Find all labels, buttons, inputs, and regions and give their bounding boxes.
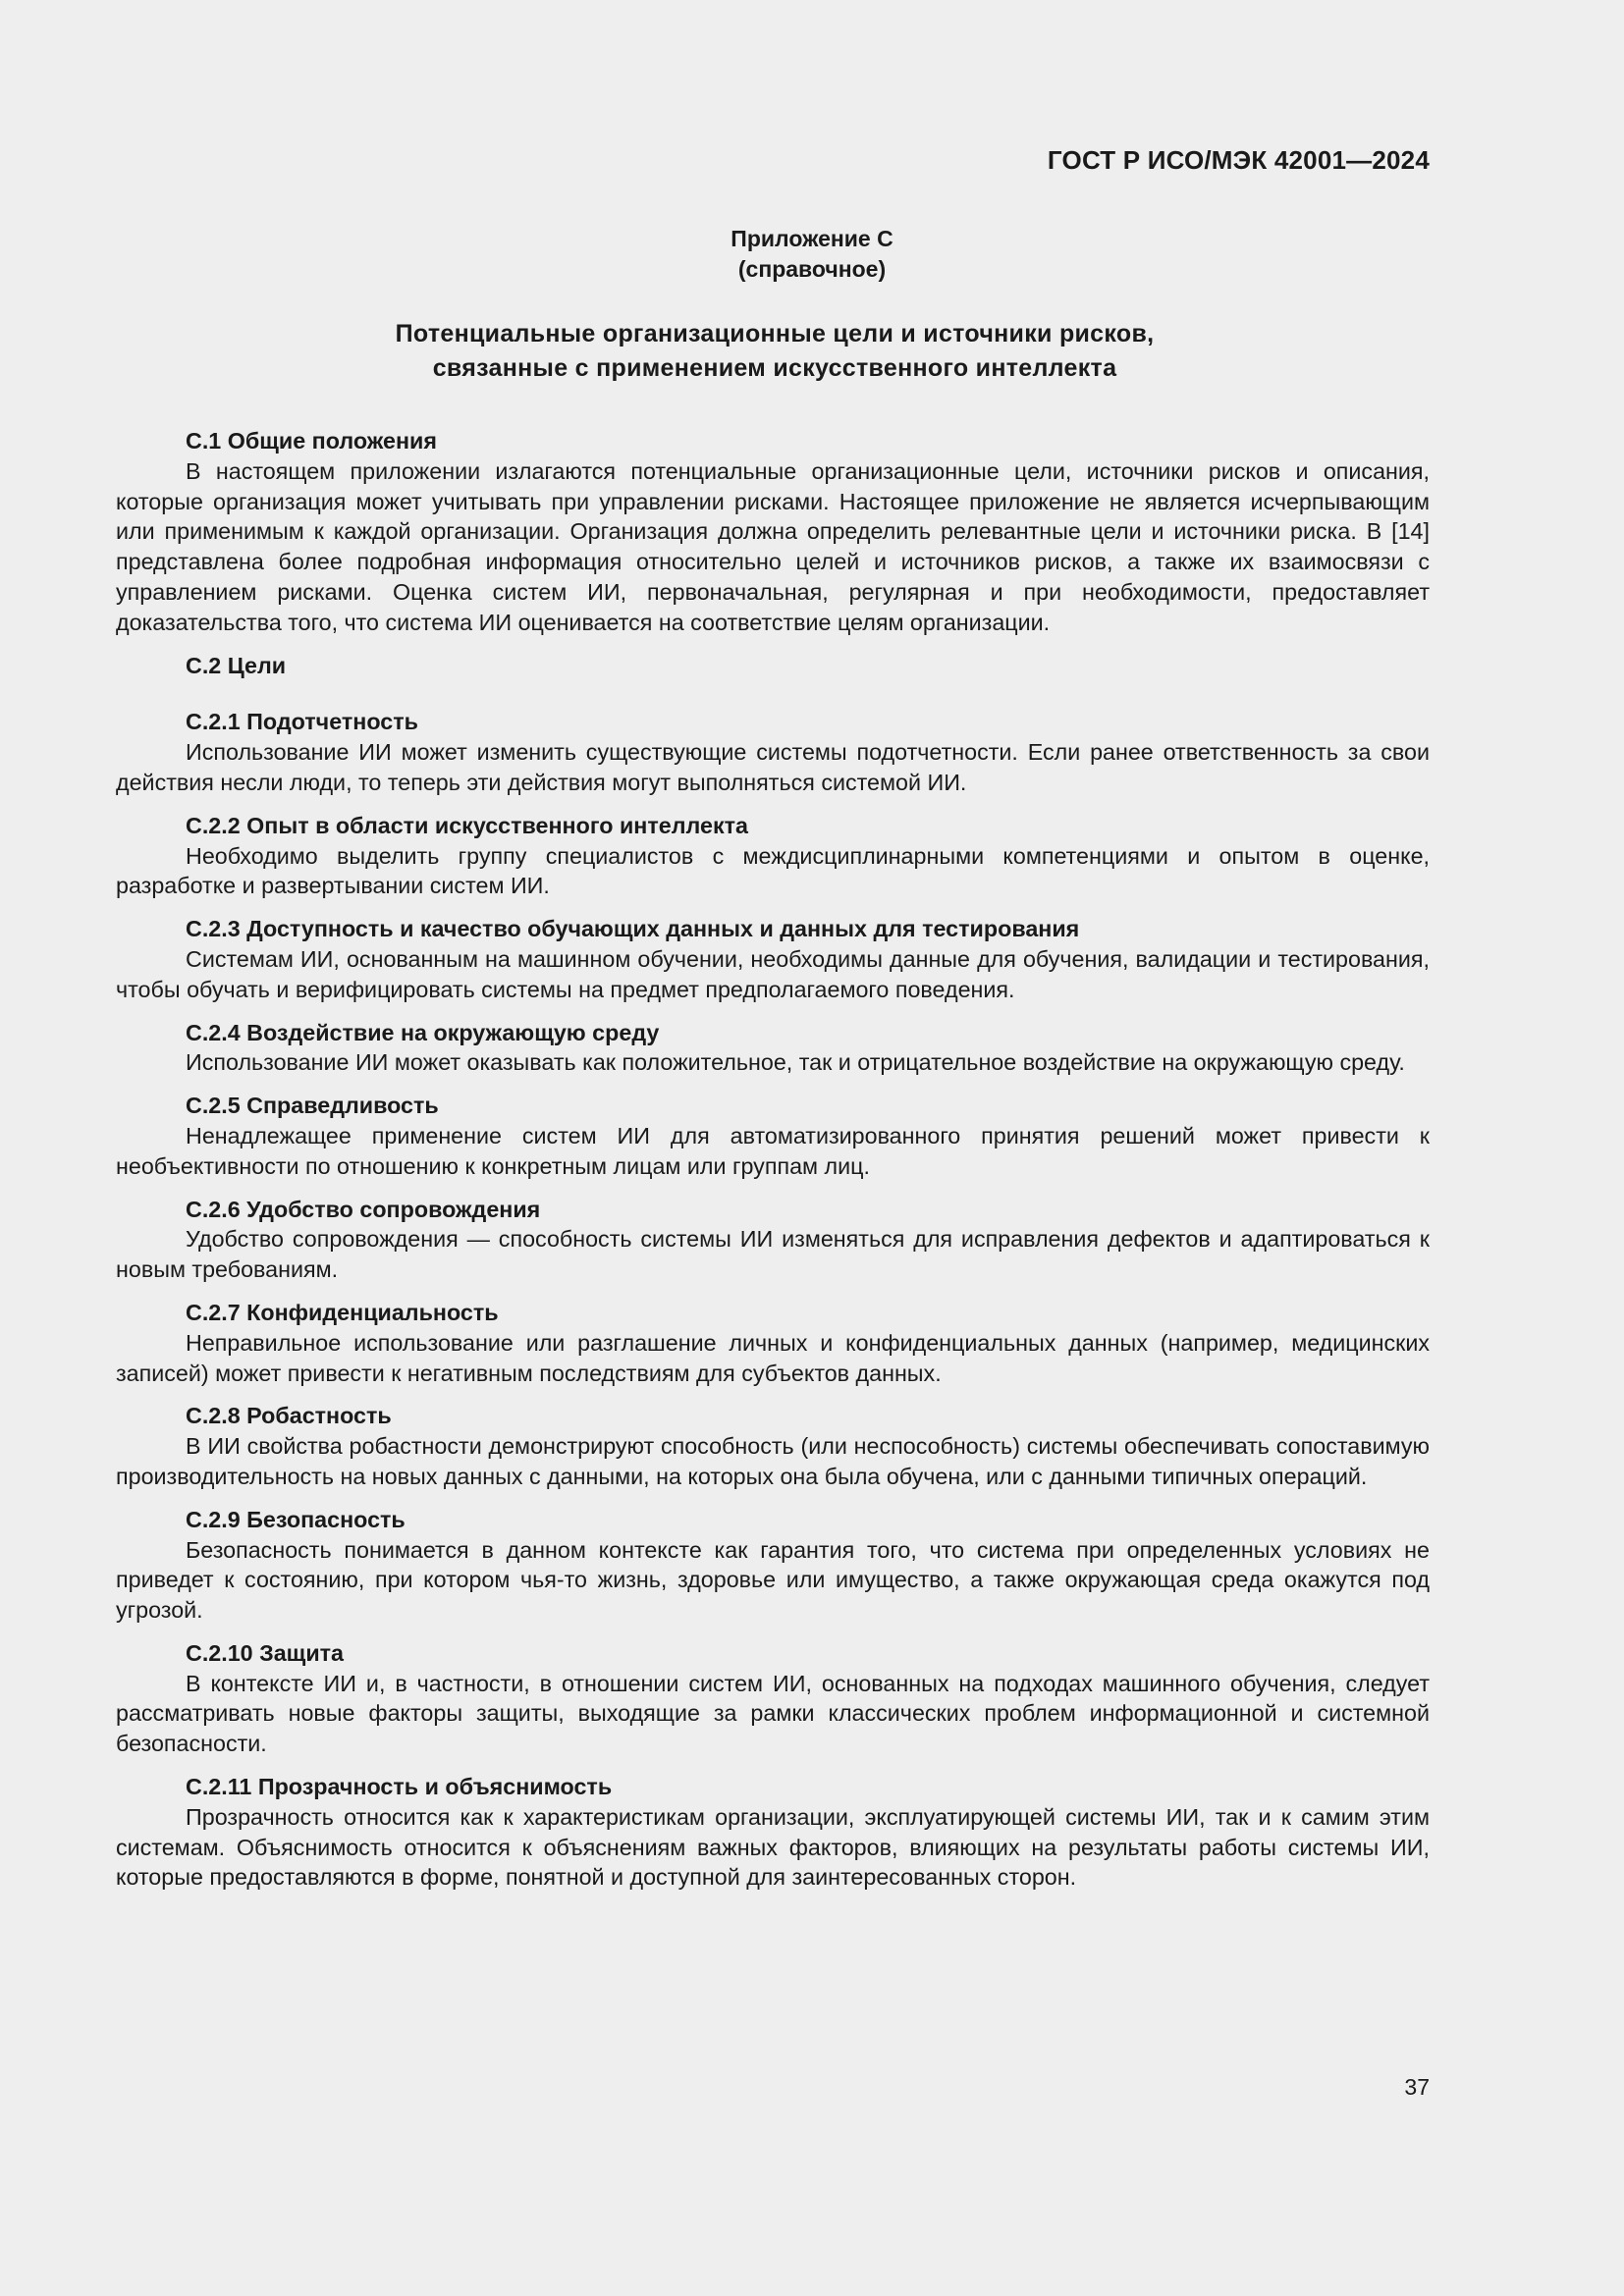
section-heading-c211: С.2.11 Прозрачность и объяснимость: [186, 1774, 613, 1800]
section-text-c211: Прозрачность относится как к характеристикам организации, эксплуатирующей системы ИИ, так и к самим этим системам. Объяснимость относится к объяснениям важных факторов, влияющих на результаты работы системы ИИ, которые предоставляются в форме, понятной и доступной для заинтересованных сторон.: [116, 1803, 1430, 1891]
section-heading-c21: С.2.1 Подотчетность: [186, 709, 418, 735]
section-text-c22: Необходимо выделить группу специалистов с междисциплинарными компетенциями и опытом в оценке, разработке и развертывании систем ИИ.: [116, 842, 1430, 899]
annex-title: [0, 317, 1549, 386]
section-heading-c26: С.2.6 Удобство сопровождения: [186, 1196, 541, 1222]
section-heading-c22: С.2.2 Опыт в области искусственного интеллекта: [186, 812, 748, 838]
section-text-c1: В настоящем приложении излагаются потенциальные организационные цели, источники рисков и описания, которые организация может учитывать при управлении рисками. Настоящее приложение не является исчерпывающим или применимым к каждой организации. Организация должна определить релевантные цели и источники риска. В [14] представлена более подробная информация относительно целей и источников рисков, а также их взаимосвязи с управлением рисками. Оценка систем ИИ, первоначальная, регулярная и при необходимости, предоставляет доказательства того, что система ИИ оценивается на соответствие целям организации.: [116, 457, 1430, 635]
document-body: [116, 426, 1430, 1893]
section-heading-c27: С.2.7 Конфиденциальность: [186, 1299, 499, 1325]
section-text-c210: В контексте ИИ и, в частности, в отношении систем ИИ, основанных на подходах машинного обучения, следует рассматривать новые факторы защиты, выходящие за рамки классических проблем информационной и системной безопасности.: [116, 1670, 1430, 1757]
section-heading-c1: С.1 Общие положения: [186, 428, 437, 454]
section-text-c26: Удобство сопровождения — способность системы ИИ изменяться для исправления дефектов и адаптироваться к новым требованиям.: [116, 1226, 1430, 1283]
annex-heading: [0, 224, 1624, 285]
section-heading-c24: С.2.4 Воздействие на окружающую среду: [186, 1019, 660, 1045]
section-text-c25: Ненадлежащее применение систем ИИ для автоматизированного принятия решений может привести к необъективности по отношению к конкретным лицам или группам лиц.: [116, 1122, 1430, 1179]
annex-title-line-2: связанные с применением искусственного интеллекта: [432, 354, 1117, 382]
section-heading-c28: С.2.8 Робастность: [186, 1403, 392, 1429]
annex-type: (справочное): [737, 256, 887, 282]
section-heading-c2: С.2 Цели: [186, 652, 287, 678]
annex-title-line-1: Потенциальные организационные цели и источники рисков,: [395, 320, 1155, 347]
section-text-c27: Неправильное использование или разглашение личных и конфиденциальных данных (например, медицинских записей) может привести к негативным последствиям для субъектов данных.: [116, 1329, 1430, 1386]
document-code: ГОСТ Р ИСО/МЭК 42001—2024: [1047, 145, 1430, 175]
section-text-c24: Использование ИИ может оказывать как положительное, так и отрицательное воздействие на окружающую среду.: [186, 1049, 1405, 1076]
section-heading-c29: С.2.9 Безопасность: [186, 1506, 406, 1532]
section-text-c29: Безопасность понимается в данном контексте как гарантия того, что система при определенных условиях не приведет к состоянию, при котором чья-то жизнь, здоровье или имущество, а также окружающая среда окажутся под угрозой.: [116, 1536, 1430, 1624]
section-heading-c210: С.2.10 Защита: [186, 1639, 345, 1666]
page-number: 37: [1404, 2074, 1430, 2100]
section-text-c28: В ИИ свойства робастности демонстрируют способность (или неспособность) системы обеспечивать сопоставимую производительность на новых данных с данными, на которых она была обучена, или с данными типичных операций.: [116, 1433, 1430, 1489]
section-heading-c25: С.2.5 Справедливость: [186, 1093, 439, 1119]
section-heading-c23: С.2.3 Доступность и качество обучающих данных и данных для тестирования: [186, 916, 1080, 942]
section-text-c23: Системам ИИ, основанным на машинном обучении, необходимы данные для обучения, валидации и тестирования, чтобы обучать и верифицировать системы на предмет предполагаемого поведения.: [116, 945, 1430, 1002]
annex-label: Приложение С: [731, 226, 893, 251]
section-text-c21: Использование ИИ может изменить существующие системы подотчетности. Если ранее ответственность за свои действия несли люди, то теперь эти действия могут выполняться системой ИИ.: [116, 739, 1430, 795]
